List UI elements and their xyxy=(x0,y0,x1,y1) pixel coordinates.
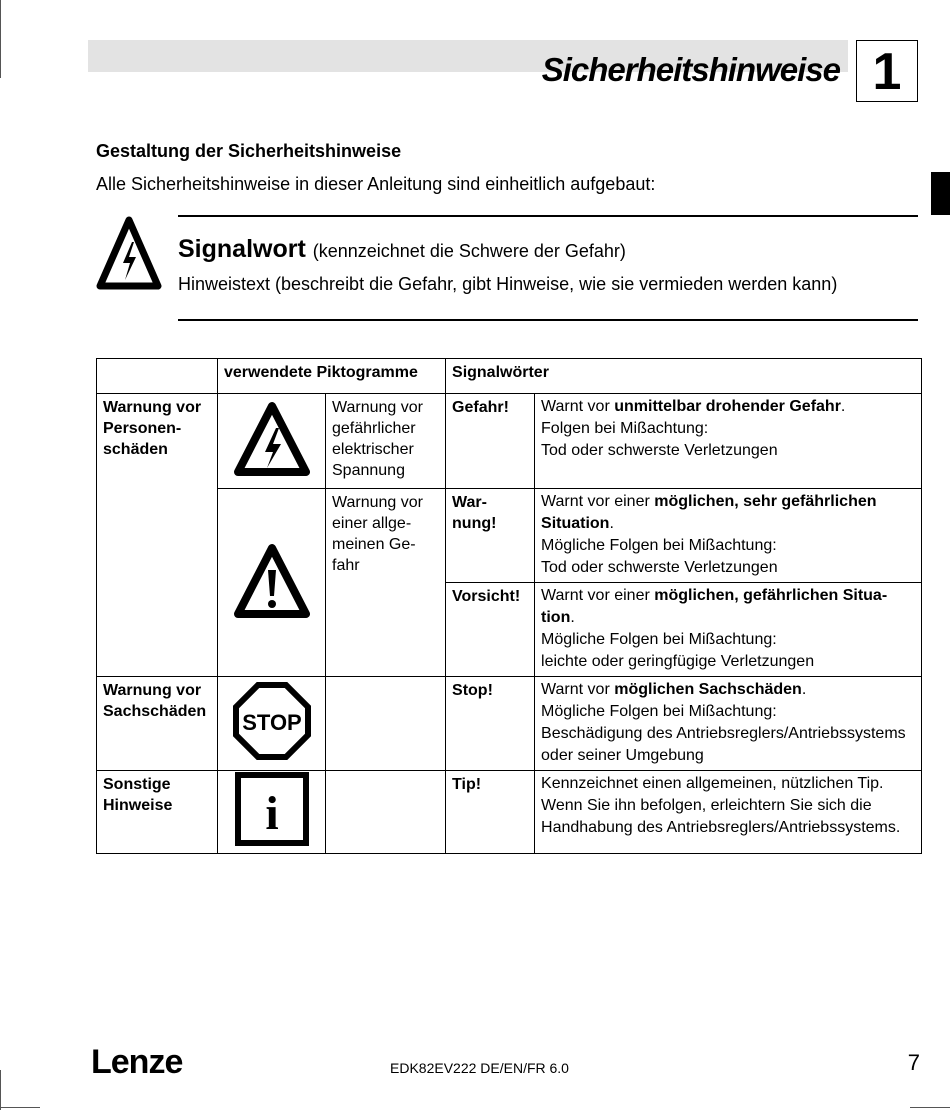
description-consequence-label: Mögliche Folgen bei Mißachtung: xyxy=(541,703,777,720)
chapter-number: 1 xyxy=(856,40,918,102)
signalword-gefahr: Gefahr! xyxy=(446,394,535,489)
electric-hazard-icon xyxy=(232,398,312,478)
safety-notice-table xyxy=(96,358,922,854)
group-label-personen: Warnung vor Personen-schäden xyxy=(97,394,218,677)
table-header-row xyxy=(97,359,922,394)
table-header-pictograms: verwendete Piktogramme xyxy=(218,359,446,394)
signalwort-label: Signalwort xyxy=(178,235,306,263)
description-stop xyxy=(535,677,922,771)
pictogram-cell xyxy=(218,394,326,489)
description-text: Warnt vor xyxy=(541,398,615,415)
info-icon-glyph: i xyxy=(264,787,279,840)
lenze-logo: Lenze xyxy=(91,1043,183,1081)
pictogram-cell xyxy=(218,677,326,771)
section-heading: Gestaltung der Sicherheitshinweise xyxy=(96,141,402,161)
signalword-tip: Tip! xyxy=(446,771,535,854)
stop-sign-text: STOP xyxy=(241,709,302,735)
table-row xyxy=(97,489,922,583)
description-text: Warnt vor xyxy=(541,681,615,698)
chapter-tab-marker xyxy=(931,172,950,215)
description-text: . xyxy=(840,398,846,415)
pictogram-label-empty xyxy=(326,771,446,854)
description-consequence-label: Mögliche Folgen bei Mißachtung: xyxy=(541,631,777,648)
stop-sign-icon xyxy=(232,681,312,761)
description-consequence: Beschädigung des Antriebsreglers/Antriebssystems oder seiner Umgebung xyxy=(541,725,906,764)
description-consequence-label: Folgen bei Mißachtung: xyxy=(541,420,709,437)
signalword-vorsicht: Vorsicht! xyxy=(446,583,535,677)
pictogram-label-empty xyxy=(326,677,446,771)
description-tip xyxy=(535,771,922,854)
description-consequence: Tod oder schwerste Verletzungen xyxy=(541,442,778,459)
crop-mark xyxy=(0,1070,1,1110)
description-consequence-label: Mögliche Folgen bei Mißachtung: xyxy=(541,537,777,554)
crop-mark xyxy=(0,1107,40,1108)
description-gefahr xyxy=(535,394,922,489)
example-bottom-rule xyxy=(178,319,918,321)
signalwort-example xyxy=(178,235,626,264)
table-header-signalwords: Signalwörter xyxy=(446,359,922,394)
pictogram-label-general: Warnung vor einer allge-meinen Ge-fahr xyxy=(326,489,446,677)
description-consequence: leichte oder geringfügige Verletzungen xyxy=(541,653,815,670)
table-header-empty xyxy=(97,359,218,394)
table-row xyxy=(97,677,922,771)
document-code: EDK82EV222 DE/EN/FR 6.0 xyxy=(390,1060,569,1076)
crop-mark xyxy=(0,0,1,78)
signalword-warnung: War-nung! xyxy=(446,489,535,583)
description-text: . xyxy=(801,681,807,698)
description-emphasis: möglichen, sehr gefährlichen Situation xyxy=(541,493,877,532)
signalwort-note: (kennzeichnet die Schwere der Gefahr) xyxy=(312,241,626,261)
table-row xyxy=(97,394,922,489)
description-emphasis: möglichen Sachschäden xyxy=(614,681,802,698)
crop-mark xyxy=(910,1107,950,1108)
section-intro: Alle Sicherheitshinweise in dieser Anleitung sind einheitlich aufgebaut: xyxy=(96,174,656,194)
general-hazard-icon xyxy=(232,540,312,620)
pictogram-cell xyxy=(218,771,326,854)
description-emphasis: möglichen, gefährlichen Situa-tion xyxy=(541,587,888,626)
description-warnung xyxy=(535,489,922,583)
description-text: Warnt vor einer xyxy=(541,587,655,604)
page-number: 7 xyxy=(907,1050,920,1075)
description-vorsicht xyxy=(535,583,922,677)
signalword-stop: Stop! xyxy=(446,677,535,771)
group-label-sonstige: Sonstige Hinweise xyxy=(97,771,218,854)
pictogram-cell xyxy=(218,489,326,677)
description-text: Kennzeichnet einen allgemeinen, nützlichen Tip. xyxy=(541,775,884,792)
description-text: Wenn Sie ihn befolgen, erleichtern Sie sich die Handhabung des Antriebsreglers/Antriebssystems. xyxy=(541,797,901,836)
electric-hazard-icon xyxy=(96,216,162,290)
hinweistext-example: Hinweistext (beschreibt die Gefahr, gibt Hinweise, wie sie vermieden werden kann) xyxy=(178,274,838,294)
group-label-sach: Warnung vor Sachschäden xyxy=(97,677,218,771)
description-text: . xyxy=(609,515,614,532)
page-title: Sicherheitshinweise xyxy=(541,51,840,88)
info-icon xyxy=(234,771,310,847)
example-top-rule xyxy=(178,215,918,217)
description-consequence: Tod oder schwerste Verletzungen xyxy=(541,559,778,576)
table-row xyxy=(97,771,922,854)
description-emphasis: unmittelbar drohender Gefahr xyxy=(614,398,841,415)
pictogram-label-electric: Warnung vor gefährlicher elektrischer Spannung xyxy=(326,394,446,489)
description-text: Warnt vor einer xyxy=(541,493,655,510)
description-text: . xyxy=(570,609,575,626)
